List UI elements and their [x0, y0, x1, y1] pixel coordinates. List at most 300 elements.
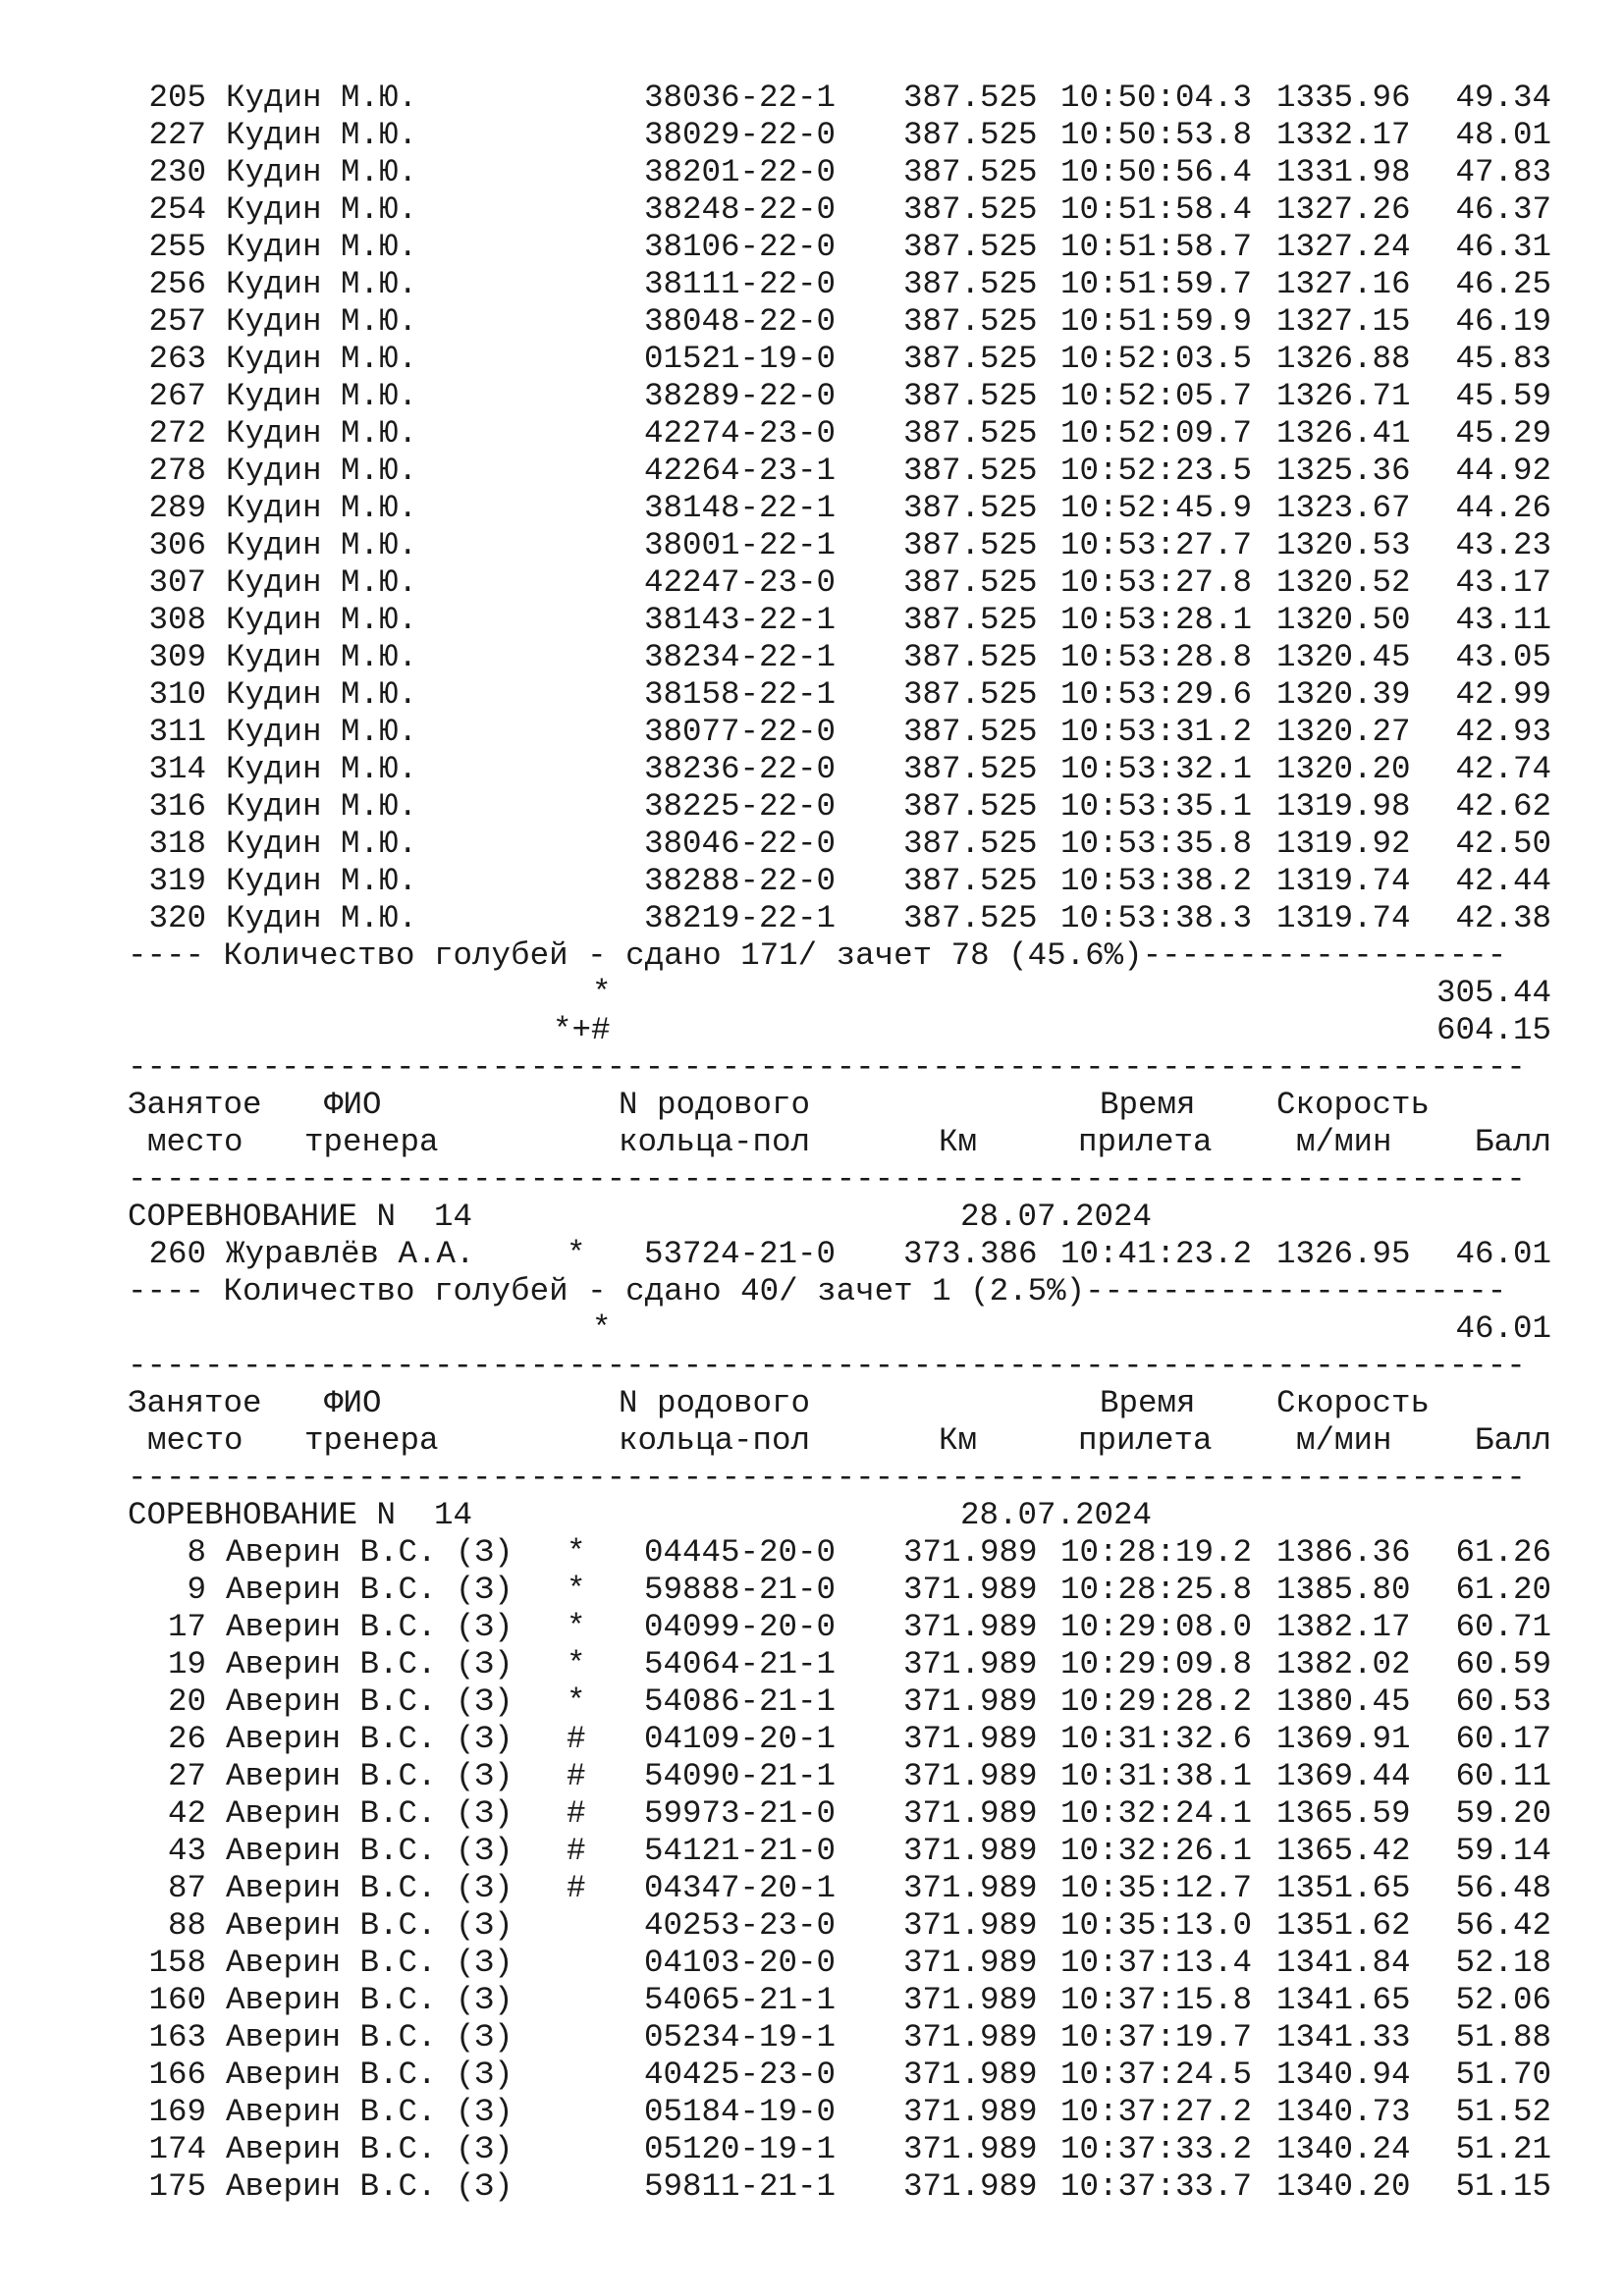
cell-km: 387.525 — [903, 191, 1038, 228]
cell-time: 10:29:28.2 — [1060, 1683, 1253, 1720]
cell-mark: * — [567, 1683, 586, 1720]
cell-name: Аверин В.С. (З) — [226, 1758, 514, 1794]
cell-km: 371.989 — [903, 1721, 1038, 1757]
cell-place: 230 — [148, 154, 206, 190]
cell-score: 42.93 — [1455, 714, 1551, 750]
cell-speed: 1326.95 — [1276, 1236, 1411, 1272]
cell-ring: 38143-22-1 — [644, 602, 837, 638]
cell-place: 263 — [148, 341, 206, 377]
cell-ring: 59811-21-1 — [644, 2168, 837, 2205]
cell-score: 51.15 — [1455, 2168, 1551, 2205]
table-row — [128, 2056, 1551, 2094]
cell-time: 10:31:38.1 — [1060, 1758, 1253, 1794]
cell-place: 17 — [167, 1609, 206, 1645]
divider: ------------------------------------------------------------------------- — [128, 1348, 1526, 1384]
header-score: Балл — [1474, 1124, 1551, 1160]
cell-place: 166 — [148, 2056, 206, 2093]
cell-speed: 1365.59 — [1276, 1795, 1411, 1832]
cell-ring: 38106-22-0 — [644, 229, 837, 265]
cell-speed: 1341.33 — [1276, 2019, 1411, 2056]
cell-name: Кудин М.Ю. — [226, 154, 418, 190]
cell-speed: 1382.17 — [1276, 1609, 1411, 1645]
cell-time: 10:50:56.4 — [1060, 154, 1253, 190]
cell-name: Журавлёв А.А. — [226, 1236, 475, 1272]
cell-place: 260 — [148, 1236, 206, 1272]
cell-name: Кудин М.Ю. — [226, 453, 418, 489]
divider: ------------------------------------------------------------------------- — [128, 1049, 1526, 1086]
cell-name: Кудин М.Ю. — [226, 341, 418, 377]
cell-score: 42.50 — [1455, 826, 1551, 862]
cell-km: 387.525 — [903, 602, 1038, 638]
cell-score: 60.59 — [1455, 1646, 1551, 1682]
cell-ring: 54065-21-1 — [644, 1982, 837, 2018]
cell-place: 278 — [148, 453, 206, 489]
cell-ring: 54121-21-0 — [644, 1833, 837, 1869]
cell-place: 42 — [167, 1795, 206, 1832]
cell-time: 10:37:19.7 — [1060, 2019, 1253, 2056]
cell-km: 387.525 — [903, 303, 1038, 340]
competition-title: СОРЕВНОВАНИЕ N 14 — [128, 1497, 473, 1533]
cell-speed: 1331.98 — [1276, 154, 1411, 190]
cell-speed: 1319.92 — [1276, 826, 1411, 862]
cell-place: 256 — [148, 266, 206, 302]
cell-speed: 1380.45 — [1276, 1683, 1411, 1720]
cell-time: 10:41:23.2 — [1060, 1236, 1253, 1272]
table-row — [128, 602, 1551, 639]
header-ring: N родового — [619, 1385, 811, 1421]
cell-name: Кудин М.Ю. — [226, 80, 418, 116]
cell-km: 387.525 — [903, 564, 1038, 601]
cell-time: 10:53:32.1 — [1060, 751, 1253, 787]
cell-place: 160 — [148, 1982, 206, 2018]
table-row — [128, 564, 1551, 602]
cell-time: 10:29:09.8 — [1060, 1646, 1253, 1682]
cell-name: Кудин М.Ю. — [226, 602, 418, 638]
cell-place: 318 — [148, 826, 206, 862]
cell-km: 387.525 — [903, 751, 1038, 787]
cell-ring: 38048-22-0 — [644, 303, 837, 340]
cell-time: 10:53:35.8 — [1060, 826, 1253, 862]
table-row — [128, 1609, 1551, 1646]
cell-speed: 1340.20 — [1276, 2168, 1411, 2205]
cell-speed: 1341.84 — [1276, 1945, 1411, 1981]
cell-ring: 01521-19-0 — [644, 341, 837, 377]
cell-score: 61.26 — [1455, 1534, 1551, 1571]
table-row — [128, 1907, 1551, 1945]
cell-mark: * — [567, 1572, 586, 1608]
cell-name: Аверин В.С. (З) — [226, 2131, 514, 2167]
cell-km: 387.525 — [903, 490, 1038, 526]
total-row — [128, 975, 1551, 1012]
cell-place: 19 — [167, 1646, 206, 1682]
cell-km: 387.525 — [903, 154, 1038, 190]
cell-km: 387.525 — [903, 527, 1038, 563]
cell-place: 255 — [148, 229, 206, 265]
cell-place: 289 — [148, 490, 206, 526]
cell-time: 10:53:27.8 — [1060, 564, 1253, 601]
cell-km: 371.989 — [903, 1646, 1038, 1682]
cell-score: 46.01 — [1455, 1236, 1551, 1272]
cell-name: Кудин М.Ю. — [226, 415, 418, 452]
cell-name: Кудин М.Ю. — [226, 676, 418, 713]
cell-km: 387.525 — [903, 863, 1038, 899]
cell-time: 10:53:35.1 — [1060, 788, 1253, 825]
cell-ring: 40253-23-0 — [644, 1907, 837, 1944]
table-row — [128, 1646, 1551, 1683]
cell-ring: 38289-22-0 — [644, 378, 837, 414]
cell-name: Кудин М.Ю. — [226, 863, 418, 899]
table-row — [128, 1945, 1551, 1982]
table-row — [128, 191, 1551, 229]
table-row — [128, 415, 1551, 453]
section-1-summary: ---- Количество голубей - сдано 171/ зачет 78 (45.6%)------------------- — [128, 937, 1507, 974]
cell-speed: 1319.98 — [1276, 788, 1411, 825]
cell-speed: 1332.17 — [1276, 117, 1411, 153]
cell-score: 44.92 — [1455, 453, 1551, 489]
cell-name: Кудин М.Ю. — [226, 490, 418, 526]
cell-ring: 04347-20-1 — [644, 1870, 837, 1906]
competition-title: СОРЕВНОВАНИЕ N 14 — [128, 1199, 473, 1235]
cell-name: Кудин М.Ю. — [226, 751, 418, 787]
section-2-summary: ---- Количество голубей - сдано 40/ зачет 1 (2.5%)---------------------- — [128, 1273, 1507, 1309]
total-value: 46.01 — [1455, 1310, 1551, 1347]
cell-place: 267 — [148, 378, 206, 414]
cell-km: 371.989 — [903, 1833, 1038, 1869]
cell-score: 56.48 — [1455, 1870, 1551, 1906]
cell-speed: 1369.91 — [1276, 1721, 1411, 1757]
cell-name: Кудин М.Ю. — [226, 266, 418, 302]
header-name: тренера — [304, 1422, 439, 1459]
table-row — [128, 378, 1551, 415]
cell-km: 371.989 — [903, 2168, 1038, 2205]
header-score: Балл — [1474, 1422, 1551, 1459]
cell-ring: 54090-21-1 — [644, 1758, 837, 1794]
cell-score: 47.83 — [1455, 154, 1551, 190]
table-row — [128, 453, 1551, 490]
table-row — [128, 714, 1551, 751]
cell-ring: 38148-22-1 — [644, 490, 837, 526]
cell-km: 371.989 — [903, 1534, 1038, 1571]
cell-km: 387.525 — [903, 117, 1038, 153]
cell-mark: * — [567, 1534, 586, 1571]
cell-ring: 38219-22-1 — [644, 900, 837, 936]
cell-speed: 1340.24 — [1276, 2131, 1411, 2167]
table-row — [128, 1795, 1551, 1833]
cell-speed: 1327.15 — [1276, 303, 1411, 340]
cell-score: 60.17 — [1455, 1721, 1551, 1757]
cell-speed: 1323.67 — [1276, 490, 1411, 526]
cell-speed: 1382.02 — [1276, 1646, 1411, 1682]
table-row — [128, 1236, 1551, 1273]
cell-time: 10:28:25.8 — [1060, 1572, 1253, 1608]
cell-score: 46.31 — [1455, 229, 1551, 265]
table-row — [128, 303, 1551, 341]
table-row — [128, 900, 1551, 937]
cell-time: 10:37:33.2 — [1060, 2131, 1253, 2167]
cell-score: 42.62 — [1455, 788, 1551, 825]
cell-mark: # — [567, 1795, 586, 1832]
header-place: Занятое — [128, 1385, 262, 1421]
table-row — [128, 826, 1551, 863]
table-row — [128, 1721, 1551, 1758]
competition-date: 28.07.2024 — [960, 1497, 1153, 1533]
cell-speed: 1351.62 — [1276, 1907, 1411, 1944]
cell-km: 371.989 — [903, 1945, 1038, 1981]
cell-ring: 53724-21-0 — [644, 1236, 837, 1272]
cell-name: Аверин В.С. (З) — [226, 1609, 514, 1645]
cell-score: 59.20 — [1455, 1795, 1551, 1832]
cell-speed: 1326.41 — [1276, 415, 1411, 452]
header-ring: N родового — [619, 1087, 811, 1123]
cell-place: 8 — [187, 1534, 206, 1571]
cell-speed: 1327.16 — [1276, 266, 1411, 302]
table-row — [128, 1833, 1551, 1870]
cell-score: 59.14 — [1455, 1833, 1551, 1869]
cell-mark: # — [567, 1721, 586, 1757]
cell-name: Аверин В.С. (З) — [226, 1683, 514, 1720]
cell-place: 319 — [148, 863, 206, 899]
cell-score: 44.26 — [1455, 490, 1551, 526]
header-km: Км — [939, 1124, 978, 1160]
cell-score: 51.70 — [1455, 2056, 1551, 2093]
cell-km: 371.989 — [903, 1683, 1038, 1720]
cell-time: 10:52:05.7 — [1060, 378, 1253, 414]
table-row — [128, 1870, 1551, 1907]
cell-speed: 1320.27 — [1276, 714, 1411, 750]
cell-km: 387.525 — [903, 639, 1038, 675]
cell-mark: # — [567, 1870, 586, 1906]
cell-speed: 1340.94 — [1276, 2056, 1411, 2093]
cell-name: Кудин М.Ю. — [226, 564, 418, 601]
cell-place: 175 — [148, 2168, 206, 2205]
cell-time: 10:53:31.2 — [1060, 714, 1253, 750]
cell-ring: 59973-21-0 — [644, 1795, 837, 1832]
cell-km: 387.525 — [903, 676, 1038, 713]
cell-time: 10:51:58.7 — [1060, 229, 1253, 265]
total-row — [128, 1310, 1551, 1348]
cell-ring: 38029-22-0 — [644, 117, 837, 153]
cell-score: 48.01 — [1455, 117, 1551, 153]
cell-score: 43.05 — [1455, 639, 1551, 675]
header-place: место — [147, 1422, 244, 1459]
cell-name: Аверин В.С. (З) — [226, 1907, 514, 1944]
cell-ring: 04445-20-0 — [644, 1534, 837, 1571]
cell-score: 43.11 — [1455, 602, 1551, 638]
cell-score: 46.19 — [1455, 303, 1551, 340]
cell-km: 387.525 — [903, 378, 1038, 414]
cell-speed: 1341.65 — [1276, 1982, 1411, 2018]
cell-score: 61.20 — [1455, 1572, 1551, 1608]
cell-name: Аверин В.С. (З) — [226, 1572, 514, 1608]
cell-name: Аверин В.С. (З) — [226, 2168, 514, 2205]
cell-km: 373.386 — [903, 1236, 1038, 1272]
cell-place: 227 — [148, 117, 206, 153]
cell-time: 10:53:38.3 — [1060, 900, 1253, 936]
header-speed: м/мин — [1296, 1422, 1392, 1459]
divider: ------------------------------------------------------------------------- — [128, 1460, 1526, 1496]
table-row — [128, 2019, 1551, 2056]
cell-speed: 1320.45 — [1276, 639, 1411, 675]
cell-speed: 1327.26 — [1276, 191, 1411, 228]
cell-km: 387.525 — [903, 229, 1038, 265]
cell-time: 10:52:45.9 — [1060, 490, 1253, 526]
cell-name: Аверин В.С. (З) — [226, 1982, 514, 2018]
cell-name: Аверин В.С. (З) — [226, 2056, 514, 2093]
header-time: Время — [1100, 1087, 1196, 1123]
cell-speed: 1319.74 — [1276, 900, 1411, 936]
cell-speed: 1320.20 — [1276, 751, 1411, 787]
cell-ring: 54086-21-1 — [644, 1683, 837, 1720]
cell-score: 60.53 — [1455, 1683, 1551, 1720]
cell-mark: * — [567, 1236, 586, 1272]
cell-time: 10:37:13.4 — [1060, 1945, 1253, 1981]
cell-speed: 1327.24 — [1276, 229, 1411, 265]
cell-speed: 1340.73 — [1276, 2094, 1411, 2130]
cell-place: 272 — [148, 415, 206, 452]
cell-name: Кудин М.Ю. — [226, 714, 418, 750]
cell-speed: 1319.74 — [1276, 863, 1411, 899]
cell-time: 10:53:29.6 — [1060, 676, 1253, 713]
cell-place: 43 — [167, 1833, 206, 1869]
cell-ring: 42264-23-1 — [644, 453, 837, 489]
table-row — [128, 341, 1551, 378]
cell-score: 45.83 — [1455, 341, 1551, 377]
header-time: прилета — [1078, 1422, 1213, 1459]
cell-km: 371.989 — [903, 2056, 1038, 2093]
cell-speed: 1326.88 — [1276, 341, 1411, 377]
cell-score: 52.18 — [1455, 1945, 1551, 1981]
cell-time: 10:37:15.8 — [1060, 1982, 1253, 2018]
cell-km: 371.989 — [903, 1795, 1038, 1832]
cell-speed: 1320.52 — [1276, 564, 1411, 601]
cell-score: 51.21 — [1455, 2131, 1551, 2167]
cell-name: Аверин В.С. (З) — [226, 1795, 514, 1832]
cell-place: 205 — [148, 80, 206, 116]
cell-km: 371.989 — [903, 1907, 1038, 1944]
cell-ring: 59888-21-0 — [644, 1572, 837, 1608]
cell-place: 158 — [148, 1945, 206, 1981]
cell-time: 10:31:32.6 — [1060, 1721, 1253, 1757]
table-row — [128, 1683, 1551, 1721]
cell-km: 387.525 — [903, 80, 1038, 116]
cell-ring: 38225-22-0 — [644, 788, 837, 825]
header-name: ФИО — [324, 1385, 382, 1421]
cell-time: 10:37:24.5 — [1060, 2056, 1253, 2093]
cell-place: 257 — [148, 303, 206, 340]
cell-place: 88 — [167, 1907, 206, 1944]
cell-ring: 38111-22-0 — [644, 266, 837, 302]
cell-mark: # — [567, 1833, 586, 1869]
cell-ring: 40425-23-0 — [644, 2056, 837, 2093]
table-row — [128, 1982, 1551, 2019]
competition-line — [128, 1199, 1551, 1236]
cell-place: 20 — [167, 1683, 206, 1720]
cell-ring: 38001-22-1 — [644, 527, 837, 563]
cell-time: 10:37:27.2 — [1060, 2094, 1253, 2130]
total-value: 604.15 — [1435, 1012, 1551, 1048]
table-row — [128, 1572, 1551, 1609]
cell-time: 10:52:23.5 — [1060, 453, 1253, 489]
cell-place: 310 — [148, 676, 206, 713]
cell-place: 308 — [148, 602, 206, 638]
cell-time: 10:51:58.4 — [1060, 191, 1253, 228]
header-speed: Скорость — [1276, 1087, 1431, 1123]
cell-place: 169 — [148, 2094, 206, 2130]
table-row — [128, 788, 1551, 826]
cell-mark: # — [567, 1758, 586, 1794]
header-time: прилета — [1078, 1124, 1213, 1160]
cell-km: 387.525 — [903, 341, 1038, 377]
table-row — [128, 2131, 1551, 2168]
cell-ring: 38077-22-0 — [644, 714, 837, 750]
cell-km: 387.525 — [903, 714, 1038, 750]
cell-ring: 38036-22-1 — [644, 80, 837, 116]
header-ring: кольца-пол — [619, 1422, 811, 1459]
table-row — [128, 80, 1551, 117]
cell-score: 46.37 — [1455, 191, 1551, 228]
cell-name: Кудин М.Ю. — [226, 639, 418, 675]
cell-place: 314 — [148, 751, 206, 787]
cell-name: Аверин В.С. (З) — [226, 1870, 514, 1906]
cell-ring: 42274-23-0 — [644, 415, 837, 452]
cell-place: 163 — [148, 2019, 206, 2056]
cell-km: 371.989 — [903, 2131, 1038, 2167]
cell-time: 10:28:19.2 — [1060, 1534, 1253, 1571]
cell-score: 42.99 — [1455, 676, 1551, 713]
cell-score: 42.44 — [1455, 863, 1551, 899]
cell-time: 10:37:33.7 — [1060, 2168, 1253, 2205]
cell-time: 10:53:28.8 — [1060, 639, 1253, 675]
cell-time: 10:32:26.1 — [1060, 1833, 1253, 1869]
cell-place: 311 — [148, 714, 206, 750]
table-row — [128, 639, 1551, 676]
competition-date: 28.07.2024 — [960, 1199, 1153, 1235]
cell-ring: 38248-22-0 — [644, 191, 837, 228]
cell-place: 316 — [148, 788, 206, 825]
cell-km: 371.989 — [903, 1982, 1038, 2018]
cell-ring: 38234-22-1 — [644, 639, 837, 675]
cell-speed: 1351.65 — [1276, 1870, 1411, 1906]
total-mark: *+# — [553, 1012, 611, 1048]
cell-score: 46.25 — [1455, 266, 1551, 302]
cell-name: Кудин М.Ю. — [226, 900, 418, 936]
cell-ring: 04103-20-0 — [644, 1945, 837, 1981]
cell-score: 42.74 — [1455, 751, 1551, 787]
cell-place: 9 — [187, 1572, 206, 1608]
cell-ring: 04099-20-0 — [644, 1609, 837, 1645]
cell-time: 10:51:59.7 — [1060, 266, 1253, 302]
cell-name: Кудин М.Ю. — [226, 117, 418, 153]
cell-name: Аверин В.С. (З) — [226, 2094, 514, 2130]
cell-name: Аверин В.С. (З) — [226, 1945, 514, 1981]
cell-km: 387.525 — [903, 453, 1038, 489]
cell-speed: 1326.71 — [1276, 378, 1411, 414]
cell-name: Аверин В.С. (З) — [226, 1833, 514, 1869]
table-row — [128, 1758, 1551, 1795]
cell-name: Кудин М.Ю. — [226, 303, 418, 340]
cell-speed: 1320.50 — [1276, 602, 1411, 638]
cell-ring: 38158-22-1 — [644, 676, 837, 713]
cell-km: 371.989 — [903, 2094, 1038, 2130]
cell-ring: 38046-22-0 — [644, 826, 837, 862]
table-row — [128, 490, 1551, 527]
total-value: 305.44 — [1435, 975, 1551, 1011]
total-row — [128, 1012, 1551, 1049]
cell-time: 10:52:03.5 — [1060, 341, 1253, 377]
cell-place: 309 — [148, 639, 206, 675]
cell-score: 52.06 — [1455, 1982, 1551, 2018]
cell-time: 10:53:28.1 — [1060, 602, 1253, 638]
